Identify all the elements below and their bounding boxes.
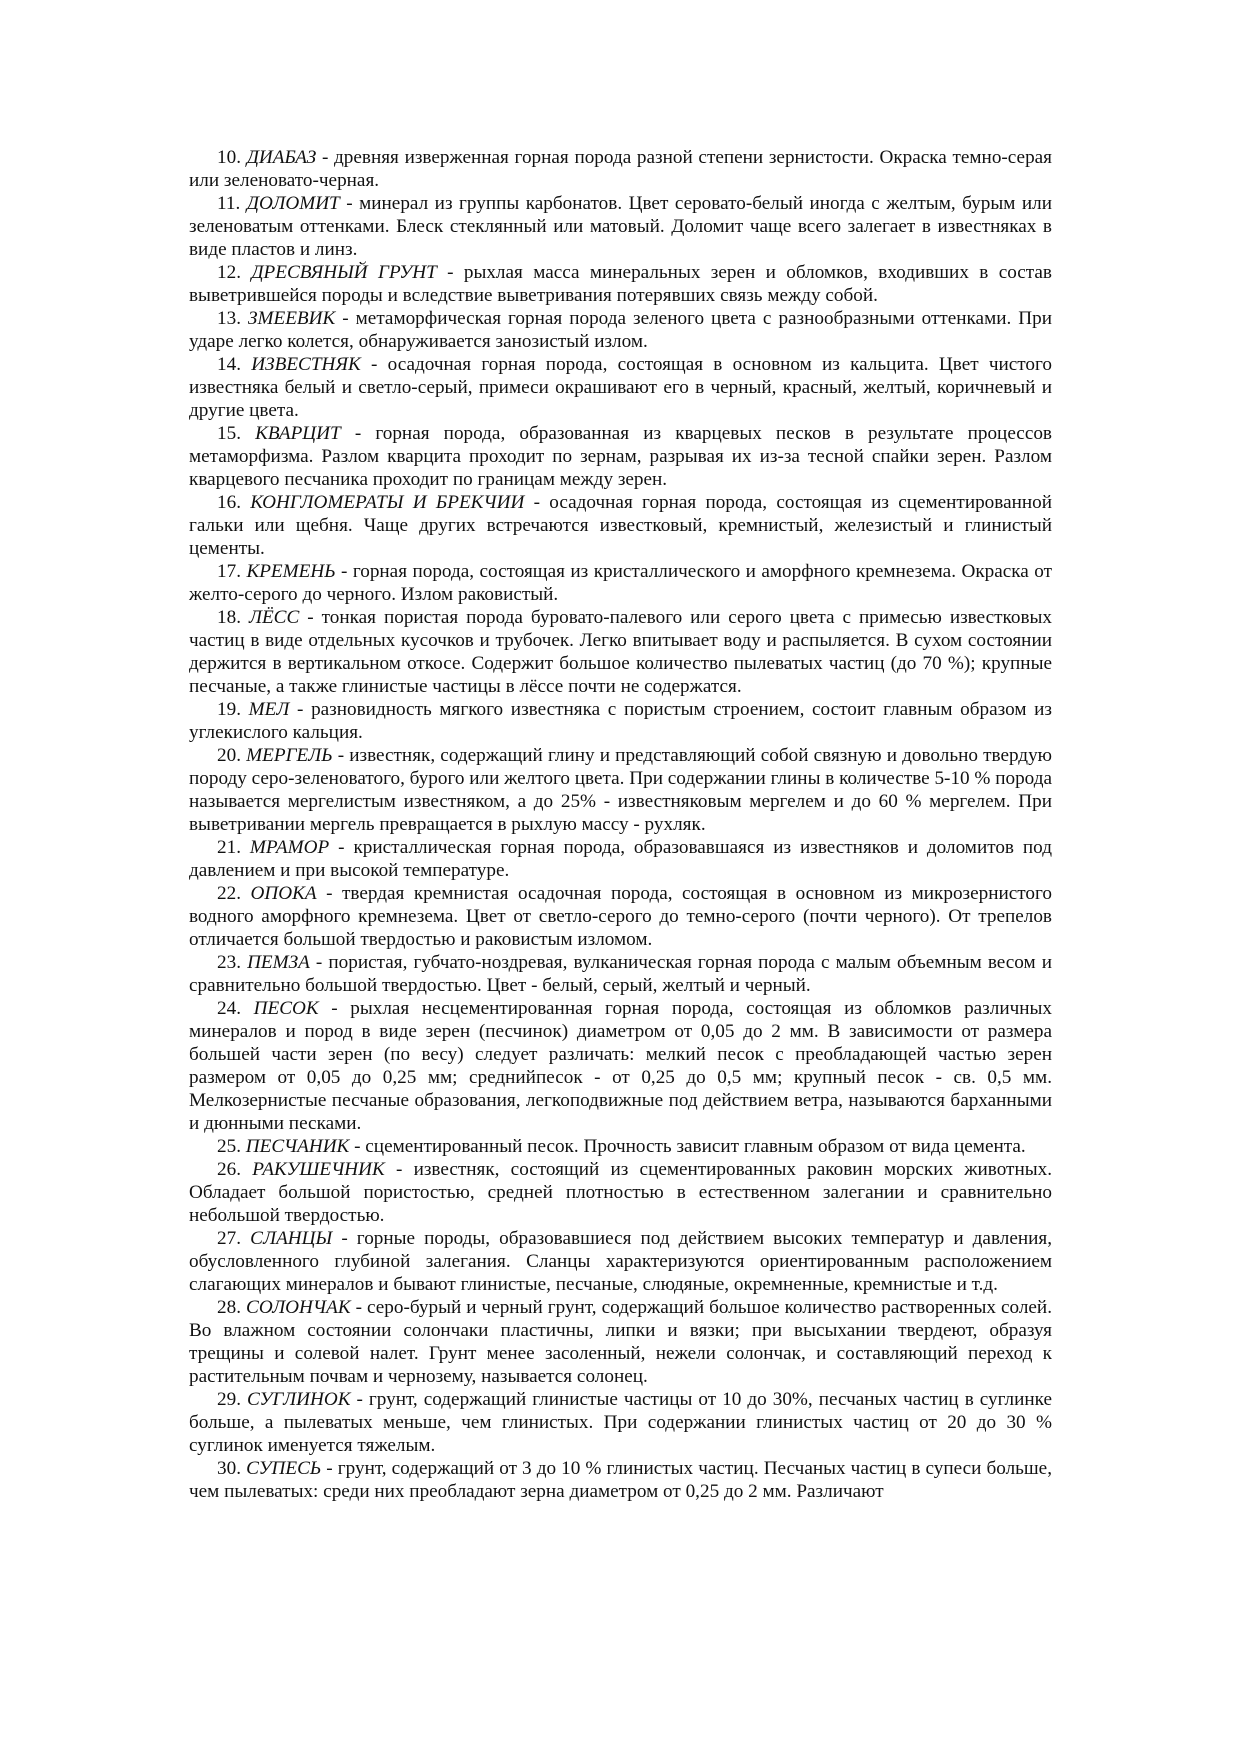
entry-term: ЛЁСС bbox=[248, 607, 300, 628]
entry-term: ОПОКА bbox=[250, 883, 317, 904]
entry-term: ЗМЕЕВИК bbox=[248, 308, 336, 329]
entry-number: 10. bbox=[217, 147, 241, 168]
entry-number: 22. bbox=[217, 883, 241, 904]
entry-term: СОЛОНЧАК bbox=[246, 1297, 351, 1318]
entry-number: 24. bbox=[217, 998, 241, 1019]
entry-text: - рыхлая масса минеральных зерен и обломков, входивших в состав выветрившейся породы и вследствие выветривания потерявших связь между собой. bbox=[189, 262, 1052, 306]
entry-number: 16. bbox=[217, 492, 241, 513]
entry-text: - горная порода, состоящая из кристаллического и аморфного кремнезема. Окраска от желто-серого до черного. Излом раковистый. bbox=[189, 561, 1053, 605]
entry-term: РАКУШЕЧНИК bbox=[252, 1159, 385, 1180]
entry-text: - древняя изверженная горная порода разной степени зернистости. Окраска темно-серая или зеленовато-черная. bbox=[189, 147, 1052, 191]
glossary-entry bbox=[189, 353, 1052, 422]
entry-number: 30. bbox=[217, 1458, 241, 1479]
glossary-entry bbox=[189, 261, 1052, 307]
entry-text: - осадочная горная порода, состоящая из сцементированной гальки или щебня. Чаще других встречаются известковый, кремнистый, железистый и глинистый цементы. bbox=[189, 492, 1052, 559]
glossary-entry bbox=[189, 951, 1052, 997]
entry-term: ДИАБАЗ bbox=[246, 147, 317, 168]
entry-term: СУПЕСЬ bbox=[246, 1458, 322, 1479]
glossary-entry bbox=[189, 491, 1052, 560]
entry-text: - известняк, содержащий глину и представляющий собой связную и довольно твердую породу серо-зеленоватого, бурого или желтого цвета. При содержании глины в количестве 5-10 % порода называется мергелистым известняком, а до 25% - известняковым мергелем и до 60 % мергелем. При выветривании мергель превращается в рыхлую массу - рухляк. bbox=[189, 745, 1052, 835]
entry-text: - серо-бурый и черный грунт, содержащий большое количество растворенных солей. Во влажном состоянии солончаки пластичны, липки и вязки; при высыхании твердеют, образуя трещины и солевой налет. Грунт менее засоленный, нежели солончак, и составляющий переход к растительным почвам и чернозему, называется солонец. bbox=[189, 1297, 1052, 1387]
entry-number: 12. bbox=[217, 262, 241, 283]
entry-text: - минерал из группы карбонатов. Цвет серовато-белый иногда с желтым, бурым или зеленоватым оттенками. Блеск стеклянный или матовый. Доломит чаще всего залегает в известняках в виде пластов и линз. bbox=[189, 193, 1052, 260]
entry-number: 28. bbox=[217, 1297, 241, 1318]
entry-number: 27. bbox=[217, 1228, 241, 1249]
entry-term: КРЕМЕНЬ bbox=[246, 561, 336, 582]
glossary-entry bbox=[189, 606, 1052, 698]
glossary-entry bbox=[189, 744, 1052, 836]
entry-text: - метаморфическая горная порода зеленого цвета с разнообразными оттенками. При ударе легко колется, обнаруживается занозистый излом. bbox=[189, 308, 1053, 352]
entry-term: КОНГЛОМЕРАТЫ И БРЕКЧИИ bbox=[250, 492, 525, 513]
entry-text: - кристаллическая горная порода, образовавшаяся из известняков и доломитов под давлением и при высокой температуре. bbox=[189, 837, 1052, 881]
glossary-entry bbox=[189, 560, 1052, 606]
entry-number: 19. bbox=[217, 699, 241, 720]
entry-term: СУГЛИНОК bbox=[247, 1389, 351, 1410]
entry-number: 25. bbox=[217, 1136, 241, 1157]
entry-text: - тонкая пористая порода буровато-палевого или серого цвета с примесью известковых частиц в виде отдельных кусочков и трубочек. Легко впитывает воду и распыляется. В сухом состоянии держится в вертикальном откосе. Содержит большое количество пылеватых частиц (до 70 %); крупные песчаные, а также глинистые частицы в лёссе почти не содержатся. bbox=[189, 607, 1053, 697]
entry-text: - грунт, содержащий глинистые частицы от 10 до 30%, песчаных частиц в суглинке больше, а пылеватых меньше, чем глинистых. При содержании глинистых частиц от 20 до 30 % суглинок именуется тяжелым. bbox=[189, 1389, 1053, 1456]
entry-text: - сцементированный песок. Прочность зависит главным образом от вида цемента. bbox=[349, 1136, 1026, 1157]
entry-term: ДРЕСВЯНЫЙ ГРУНТ bbox=[251, 262, 437, 283]
glossary-entry bbox=[189, 1227, 1052, 1296]
entry-term: МЕРГЕЛЬ bbox=[246, 745, 333, 766]
glossary-entry bbox=[189, 997, 1052, 1135]
entry-number: 11. bbox=[217, 193, 241, 214]
entry-text: - известняк, состоящий из сцементированных раковин морских животных. Обладает большой пористостью, средней плотностью в естественном залегании и сравнительно небольшой твердостью. bbox=[189, 1159, 1052, 1226]
entry-number: 14. bbox=[217, 354, 241, 375]
entry-number: 17. bbox=[217, 561, 241, 582]
glossary-entry bbox=[189, 307, 1052, 353]
entry-number: 23. bbox=[217, 952, 241, 973]
entry-text: - твердая кремнистая осадочная порода, состоящая в основном из микрозернистого водного аморфного кремнезема. Цвет от светло-серого до темно-серого (почти черного). От трепелов отличается большой твердостью и раковистым изломом. bbox=[189, 883, 1052, 950]
entry-number: 13. bbox=[217, 308, 241, 329]
glossary-entry bbox=[189, 1135, 1052, 1158]
entry-text: - рыхлая несцементированная горная порода, состоящая из обломков различных минералов и пород в виде зерен (песчинок) диаметром от 0,05 до 2 мм. В зависимости от размера большей части зерен (по весу) следует различать: мелкий песок с преобладающей частью зерен размером от 0,05 до 0,25 мм; среднийпесок - от 0,25 до 0,5 мм; крупный песок - св. 0,5 мм. Мелкозернистые песчаные образования, легкоподвижные под действием ветра, называются барханными и дюнными песками. bbox=[189, 998, 1052, 1134]
entry-term: ПЕСОК bbox=[253, 998, 319, 1019]
entry-term: СЛАНЦЫ bbox=[250, 1228, 333, 1249]
entry-text: - разновидность мягкого известняка с пористым строением, состоит главным образом из углекислого кальция. bbox=[189, 699, 1052, 743]
glossary-entry bbox=[189, 1457, 1052, 1503]
glossary-entry bbox=[189, 1158, 1052, 1227]
entry-term: МРАМОР bbox=[249, 837, 330, 858]
glossary-entry bbox=[189, 836, 1052, 882]
entry-text: - пористая, губчато-ноздревая, вулканическая горная порода с малым объемным весом и сравнительно большой твердостью. Цвет - белый, серый, желтый и черный. bbox=[189, 952, 1052, 996]
document-page bbox=[189, 146, 1052, 1503]
entry-text: - горная порода, образованная из кварцевых песков в результате процессов метаморфизма. Разлом кварцита проходит по зернам, разрывая их из-за тесной спайки зерен. Разлом кварцевого песчаника проходит по границам между зерен. bbox=[189, 423, 1052, 490]
entry-number: 20. bbox=[217, 745, 241, 766]
entry-term: ИЗВЕСТНЯК bbox=[251, 354, 361, 375]
entry-number: 26. bbox=[217, 1159, 241, 1180]
entry-term: ДОЛОМИТ bbox=[246, 193, 340, 214]
entry-number: 29. bbox=[217, 1389, 241, 1410]
entry-term: КВАРЦИТ bbox=[255, 423, 341, 444]
glossary-entry bbox=[189, 882, 1052, 951]
entry-text: - горные породы, образовавшиеся под действием высоких температур и давления, обусловленного глубиной залегания. Сланцы характеризуются ориентированным расположением слагающих минералов и бывают глинистые, песчаные, слюдяные, окремненные, кремнистые и т.д. bbox=[189, 1228, 1053, 1295]
entry-term: МЕЛ bbox=[248, 699, 290, 720]
entry-number: 21. bbox=[217, 837, 241, 858]
glossary-entry bbox=[189, 192, 1052, 261]
entry-text: - осадочная горная порода, состоящая в основном из кальцита. Цвет чистого известняка белый и светло-серый, примеси окрашивают его в черный, красный, желтый, коричневый и другие цвета. bbox=[189, 354, 1053, 421]
glossary-entry bbox=[189, 422, 1052, 491]
entry-term: ПЕМЗА bbox=[247, 952, 310, 973]
entry-number: 18. bbox=[217, 607, 241, 628]
entry-text: - грунт, содержащий от 3 до 10 % глинистых частиц. Песчаных частиц в супеси больше, чем пылеватых: среди них преобладают зерна диаметром от 0,25 до 2 мм. Различают bbox=[189, 1458, 1052, 1502]
glossary-entry bbox=[189, 146, 1052, 192]
entry-number: 15. bbox=[217, 423, 241, 444]
glossary-entry bbox=[189, 698, 1052, 744]
glossary-entry bbox=[189, 1296, 1052, 1388]
entry-term: ПЕСЧАНИК bbox=[245, 1136, 350, 1157]
glossary-entry bbox=[189, 1388, 1052, 1457]
